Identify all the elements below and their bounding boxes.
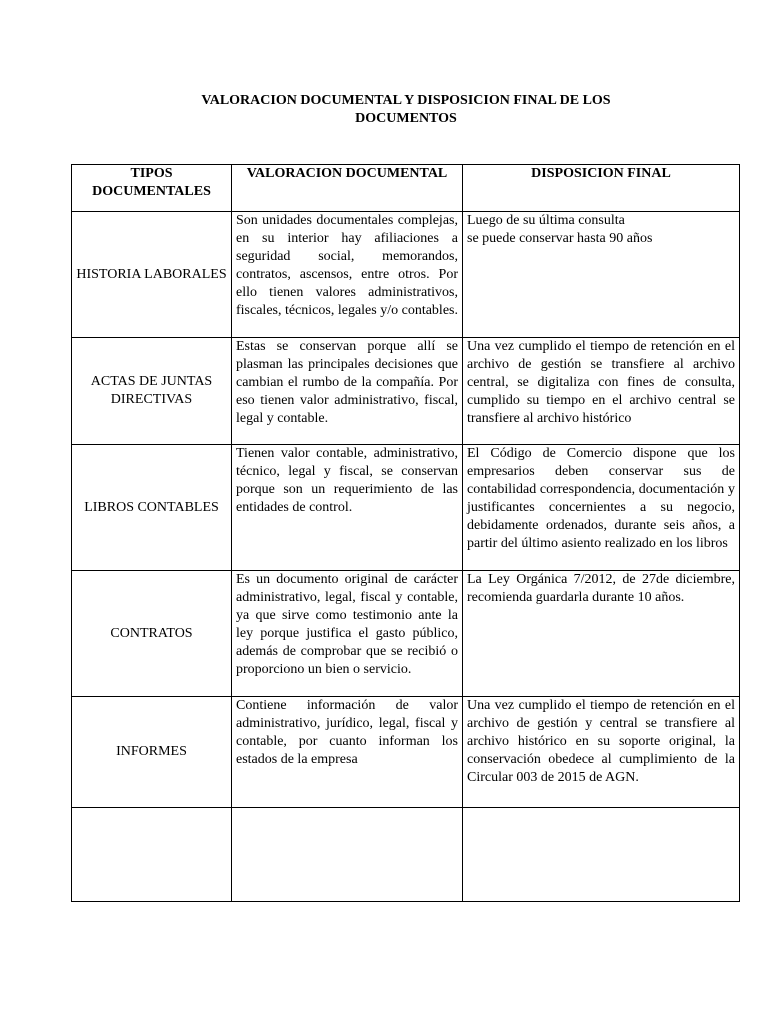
table-row <box>72 697 740 808</box>
valoracion-table <box>71 164 740 902</box>
disposicion-cell: El Código de Comercio dispone que los empresarios deben conservar sus de contabilidad correspondencia, documentación y justificantes concernientes a su negocio, debidamente ordenados, durante seis años, a partir del último asiento realizado en los libros <box>463 445 740 571</box>
header-tipos-documentales: TIPOS DOCUMENTALES <box>72 165 232 212</box>
empty-cell <box>232 808 463 902</box>
disposicion-cell: Una vez cumplido el tiempo de retención en el archivo de gestión se transfiere al archivo central, se digitaliza con fines de consulta, cumplido su tiempo en el archivo central se transfiere al archivo histórico <box>463 338 740 445</box>
table-row <box>72 338 740 445</box>
title-line-2: DOCUMENTOS <box>355 111 457 126</box>
table-row-empty <box>72 808 740 902</box>
valoracion-cell: Es un documento original de carácter administrativo, legal, fiscal y contable, ya que sirve como testimonio ante la ley porque justifica el gasto público, además de comprobar que se recibió o proporciono un bien o servicio. <box>232 571 463 697</box>
tipo-cell: HISTORIA LABORALES <box>72 212 232 338</box>
disposicion-cell: Luego de su última consulta se puede conservar hasta 90 años <box>463 212 740 338</box>
valoracion-cell: Son unidades documentales complejas, en su interior hay afiliaciones a seguridad social, memorandos, contratos, ascensos, entre otros. Por ello tienen valores administrativos, fiscales, técnicos, legales y/o contables. <box>232 212 463 338</box>
empty-cell <box>463 808 740 902</box>
title-line-1: VALORACION DOCUMENTAL Y DISPOSICION FINAL DE LOS <box>201 93 611 108</box>
tipo-cell: INFORMES <box>72 697 232 808</box>
table-row <box>72 571 740 697</box>
tipo-cell: LIBROS CONTABLES <box>72 445 232 571</box>
tipo-cell: ACTAS DE JUNTAS DIRECTIVAS <box>72 338 232 445</box>
tipo-cell: CONTRATOS <box>72 571 232 697</box>
table-row <box>72 212 740 338</box>
table-header-row <box>72 165 740 212</box>
disposicion-cell: Una vez cumplido el tiempo de retención en el archivo de gestión y central se transfiere al archivo histórico en su soporte original, la conservación obedece al cumplimiento de la Circular 003 de 2015 de AGN. <box>463 697 740 808</box>
header-disposicion-final: DISPOSICION FINAL <box>463 165 740 212</box>
valoracion-cell: Estas se conservan porque allí se plasman las principales decisiones que cambian el rumbo de la compañía. Por eso tienen valor administrativo, fiscal, legal y contable. <box>232 338 463 445</box>
document-title <box>72 92 740 128</box>
empty-cell <box>72 808 232 902</box>
disposicion-cell: La Ley Orgánica 7/2012, de 27de diciembre, recomienda guardarla durante 10 años. <box>463 571 740 697</box>
valoracion-cell: Contiene información de valor administrativo, jurídico, legal, fiscal y contable, por cuanto informan los estados de la empresa <box>232 697 463 808</box>
table-row <box>72 445 740 571</box>
header-valoracion-documental: VALORACION DOCUMENTAL <box>232 165 463 212</box>
valoracion-cell: Tienen valor contable, administrativo, técnico, legal y fiscal, se conservan porque son un requerimiento de las entidades de control. <box>232 445 463 571</box>
